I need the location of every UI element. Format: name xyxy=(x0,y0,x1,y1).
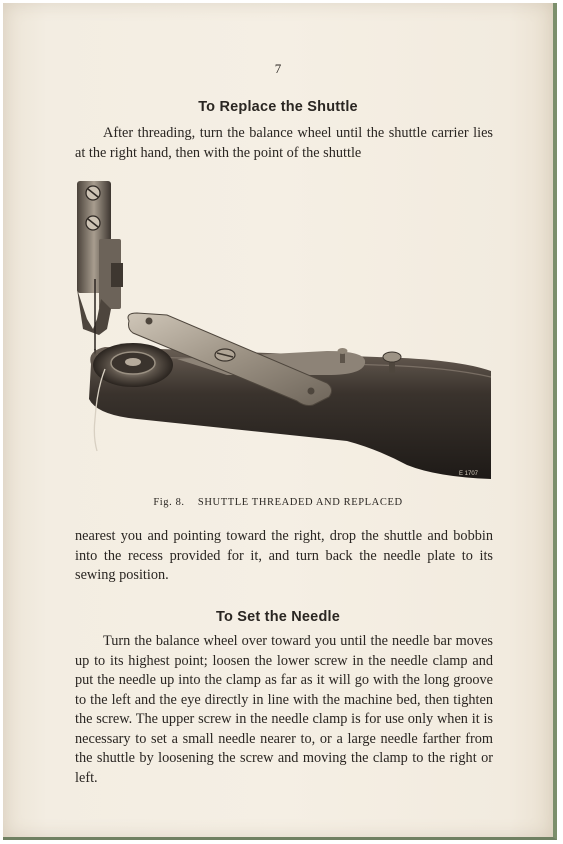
section-heading-replace-shuttle: To Replace the Shuttle xyxy=(198,99,358,115)
figure-caption-text: SHUTTLE THREADED AND REPLACED xyxy=(197,497,403,508)
paragraph-replace-shuttle-continued: nearest you and pointing toward the right, drop the shuttle and bobbin into the recess provided for it, and turn back the needle plate to its sewing position. xyxy=(75,528,493,583)
paragraph-replace-shuttle: After threading, turn the balance wheel until the shuttle carrier lies at the right hand, then with the point of the shuttle xyxy=(75,125,493,161)
figure-plate-code: E 1707 xyxy=(459,471,479,477)
thumb-screw-icon xyxy=(383,352,401,362)
section-heading-set-needle: To Set the Needle xyxy=(216,609,340,625)
shuttle-figure-illustration xyxy=(77,179,491,487)
paragraph-set-needle: Turn the balance wheel over toward you until the needle bar moves up to its highest point; loosen the lower screw in the needle clamp and put the needle up into the clamp as far as it will go with the long groove to the left and the eye directly in line with the machine bed, then tighten the screw. The upper screw in the needle clamp is for use only when it is necessary to set a small needle nearer to, or a large needle farther from the shuttle by loosening the screw and moving the clamp to the right or left. xyxy=(75,633,493,786)
figure-label: Fig. 8. xyxy=(153,497,185,508)
manual-page xyxy=(3,3,557,840)
page-number: 7 xyxy=(274,61,282,76)
figure-caption xyxy=(3,497,553,508)
